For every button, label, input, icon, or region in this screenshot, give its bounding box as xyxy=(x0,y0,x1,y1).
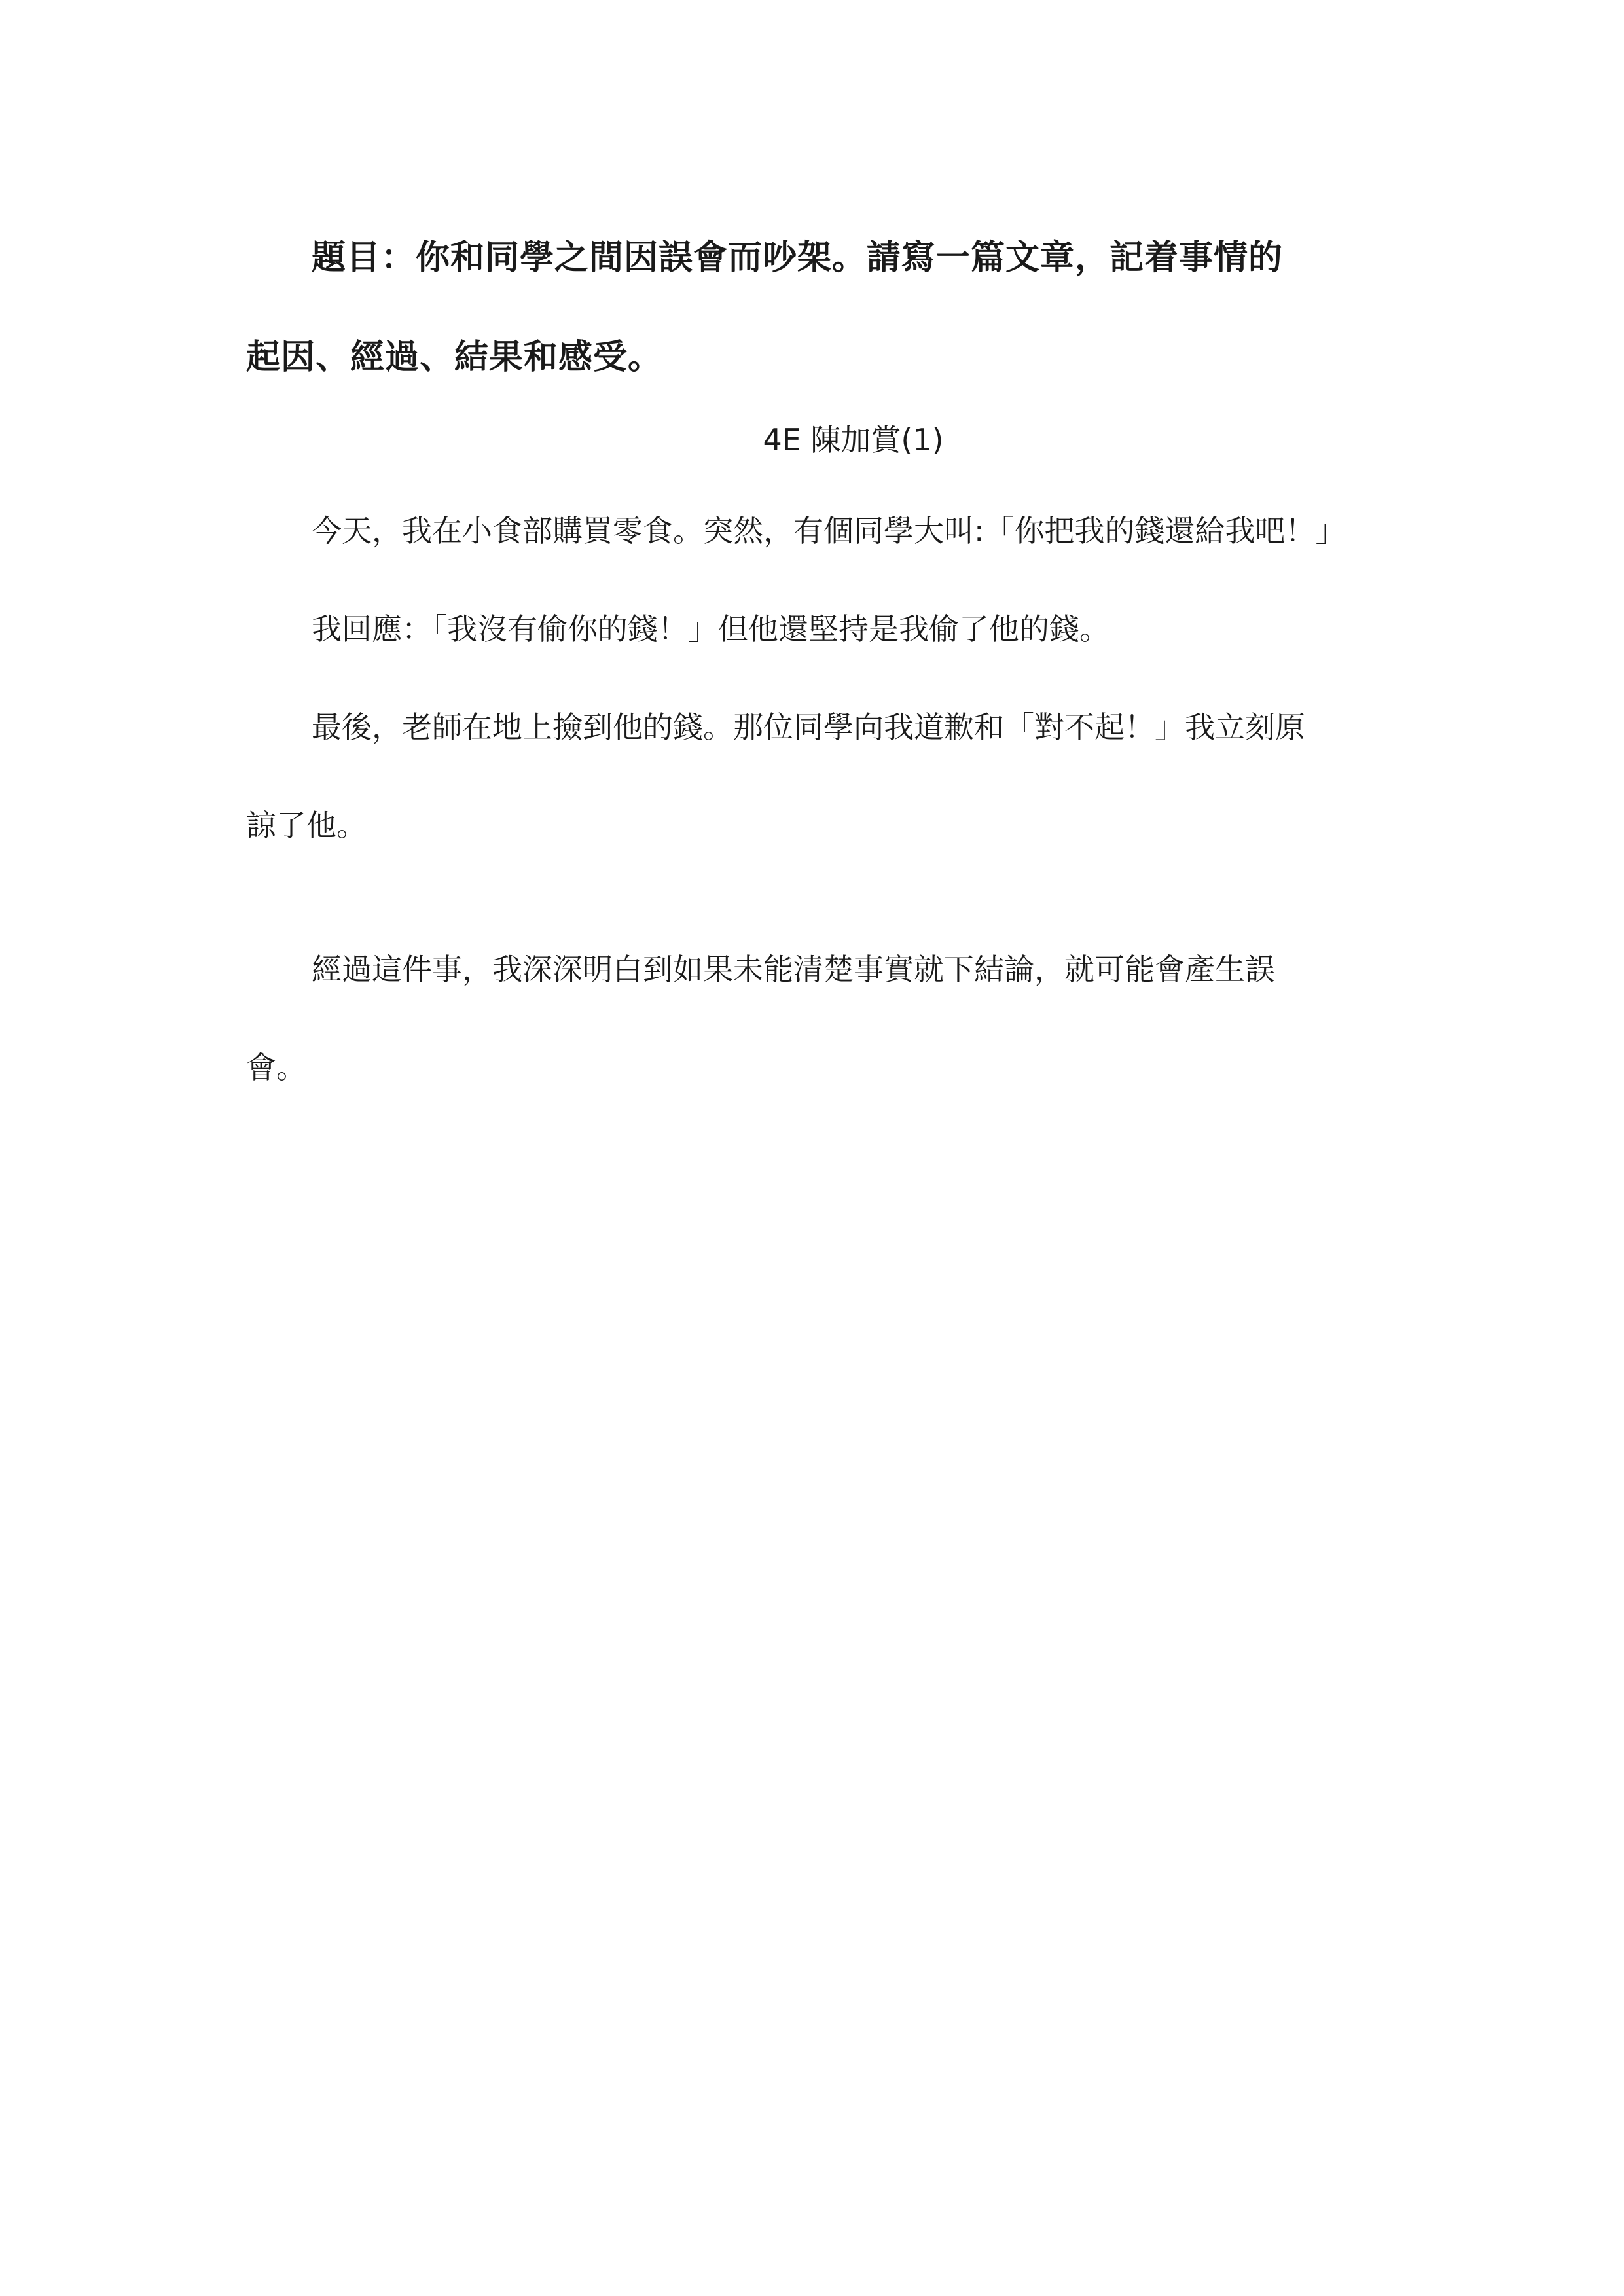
paragraph-4 xyxy=(246,920,1382,1117)
essay-title-line-1: 題目：你和同學之間因誤會而吵架。請寫一篇文章，記着事情的 xyxy=(312,238,1284,278)
essay-title-line-2: 起因、經過、結果和感受。 xyxy=(246,338,663,377)
document-body xyxy=(246,208,1382,1117)
paragraph-3-line-1: 最後，老師在地上撿到他的錢。那位同學向我道歉和「對不起！」我立刻原 xyxy=(312,709,1305,745)
paragraph-4-line-2: 會。 xyxy=(246,1050,306,1085)
paragraph-3-line-2: 諒了他。 xyxy=(246,808,367,843)
author-line: 4E 陳加賞(1) xyxy=(763,422,944,457)
paragraph-1-line-1: 今天，我在小食部購買零食。突然，有個同學大叫:「你把我的錢還給我吧！」 xyxy=(312,513,1346,548)
paragraph-3 xyxy=(246,678,1382,874)
paragraph-2-line-1: 我回應：「我沒有偷你的錢！」但他還堅持是我偷了他的錢。 xyxy=(312,611,1110,647)
paragraph-2 xyxy=(246,580,1382,678)
essay-title xyxy=(246,208,1382,407)
paragraph-1 xyxy=(246,482,1382,580)
paragraph-4-line-1: 經過這件事，我深深明白到如果未能清楚事實就下結論，就可能會產生誤 xyxy=(312,952,1275,987)
